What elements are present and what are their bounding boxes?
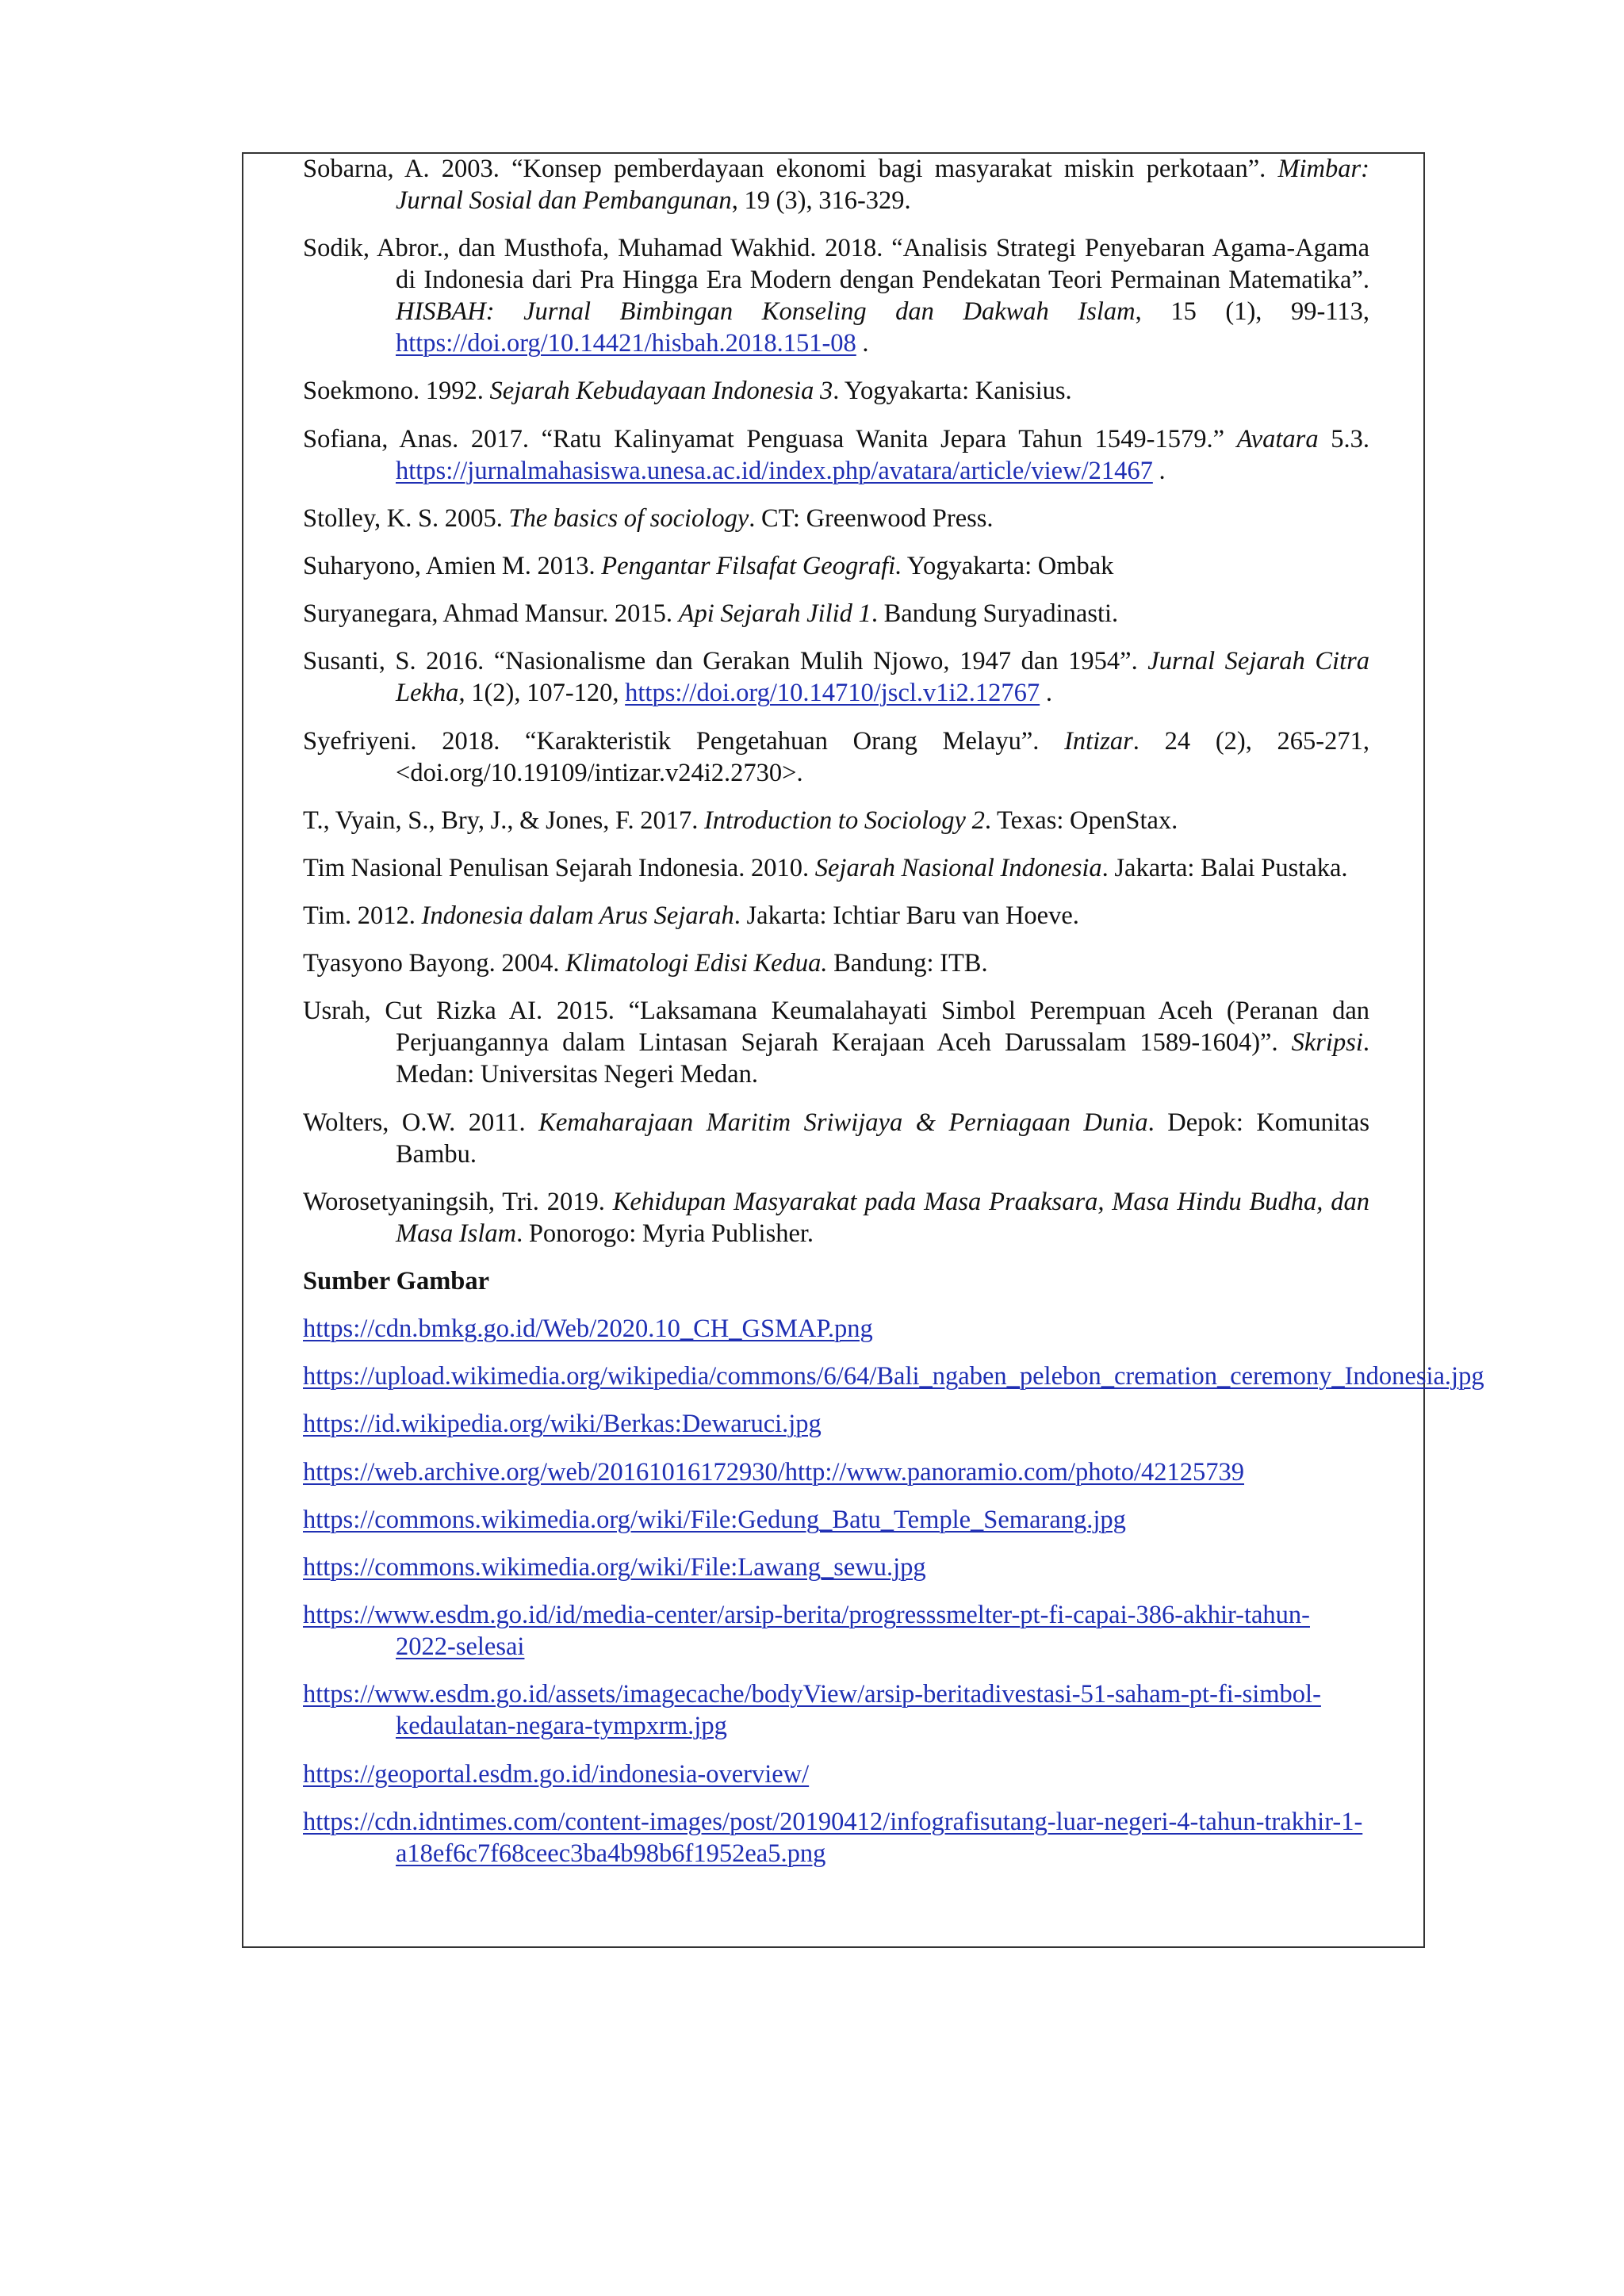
bibliography <box>303 153 1484 1885</box>
image-source-link[interactable]: https://web.archive.org/web/20161016172930/http://www.panoramio.com/photo/42125739 <box>303 1457 1245 1487</box>
image-source-link[interactable]: https://id.wikipedia.org/wiki/Berkas:Dewaruci.jpg <box>303 1410 822 1439</box>
reference-entry: Sodik, Abror., dan Musthofa, Muhamad Wakhid. 2018. “Analisis Strategi Penyebaran Agama-Agama di Indonesia dari Pra Hingga Era Modern dengan Pendekatan Teori Permainan Matematika”. HISBAH: Jurnal Bimbingan Konseling dan Dakwah Islam, 15 (1), 99-113, https://doi.org/10.14421/hisbah.2018.151-08 . <box>303 234 1369 358</box>
reference-entry: Soekmono. 1992. Sejarah Kebudayaan Indonesia 3. Yogyakarta: Kanisius. <box>303 377 1072 406</box>
reference-link[interactable]: https://doi.org/10.14710/jscl.v1i2.12767 <box>625 679 1040 708</box>
image-source-entry <box>303 1552 1369 1583</box>
image-source-entry <box>303 1360 1484 1392</box>
reference-entry: Susanti, S. 2016. “Nasionalisme dan Gerakan Mulih Njowo, 1947 dan 1954”. Jurnal Sejarah Citra Lekha, 1(2), 107-120, https://doi.org/10.14710/jscl.v1i2.12767 . <box>303 647 1369 708</box>
image-source-link[interactable]: https://www.esdm.go.id/id/media-center/arsip-berita/progresssmelter-pt-fi-capai-386-akhir-tahun-2022-selesai <box>303 1601 1310 1662</box>
reference-entry: Tim. 2012. Indonesia dalam Arus Sejarah. Jakarta: Ichtiar Baru van Hoeve. <box>303 901 1079 931</box>
image-source-entry <box>303 1806 1369 1869</box>
reference-entry: Wolters, O.W. 2011. Kemaharajaan Maritim Sriwijaya & Perniagaan Dunia. Depok: Komunitas Bambu. <box>303 1108 1370 1169</box>
reference-entry: Usrah, Cut Rizka AI. 2015. “Laksamana Keumalahayati Simbol Perempuan Aceh (Peranan dan Perjuangannya dalam Lintasan Sejarah Kerajaan Aceh Darussalam 1589-1604)”. Skripsi. Medan: Universitas Negeri Medan. <box>303 997 1369 1089</box>
image-source-entry <box>303 1408 1369 1440</box>
reference-entry: Worosetyaningsih, Tri. 2019. Kehidupan Masyarakat pada Masa Praaksara, Masa Hindu Budha, dan Masa Islam. Ponorogo: Myria Publisher. <box>303 1187 1369 1248</box>
reference-entry: Syefriyeni. 2018. “Karakteristik Pengetahuan Orang Melayu”. Intizar. 24 (2), 265-271,<doi.org/10.19109/intizar.v24i2.2730>. <box>303 726 1370 787</box>
image-source-entry <box>303 1504 1369 1536</box>
image-source-entry <box>303 1599 1369 1663</box>
reference-link[interactable]: https://jurnalmahasiswa.unesa.ac.id/index.php/avatara/article/view/21467 <box>396 456 1153 485</box>
reference-entry: Suryanegara, Ahmad Mansur. 2015. Api Sejarah Jilid 1. Bandung Suryadinasti. <box>303 599 1119 629</box>
image-source-link[interactable]: https://commons.wikimedia.org/wiki/File:Gedung_Batu_Temple_Semarang.jpg <box>303 1505 1126 1534</box>
image-sources-heading: Sumber Gambar <box>303 1267 490 1295</box>
image-source-entry <box>303 1456 1369 1488</box>
reference-entry: Tyasyono Bayong. 2004. Klimatologi Edisi Kedua. Bandung: ITB. <box>303 949 988 978</box>
image-source-link[interactable]: https://cdn.idntimes.com/content-images/post/20190412/infografisutang-luar-negeri-4-tahun-trakhir-1-a18ef6c7f68ceec3ba4b98b6f1952ea5.png <box>303 1807 1363 1868</box>
image-source-entry <box>303 1313 1369 1345</box>
image-source-entry <box>303 1678 1369 1742</box>
reference-entry: Tim Nasional Penulisan Sejarah Indonesia. 2010. Sejarah Nasional Indonesia. Jakarta: Balai Pustaka. <box>303 853 1348 882</box>
image-source-link[interactable]: https://commons.wikimedia.org/wiki/File:Lawang_sewu.jpg <box>303 1552 926 1582</box>
reference-entry: Sobarna, A. 2003. “Konsep pemberdayaan ekonomi bagi masyarakat miskin perkotaan”. Mimbar: Jurnal Sosial dan Pembangunan, 19 (3), 316-329. <box>303 155 1369 215</box>
reference-entry: Suharyono, Amien M. 2013. Pengantar Filsafat Geografi. Yogyakarta: Ombak <box>303 551 1114 580</box>
reference-entry: Stolley, K. S. 2005. The basics of sociology. CT: Greenwood Press. <box>303 503 994 533</box>
image-source-link[interactable]: https://cdn.bmkg.go.id/Web/2020.10_CH_GSMAP.png <box>303 1314 873 1343</box>
image-source-link[interactable]: https://geoportal.esdm.go.id/indonesia-overview/ <box>303 1759 810 1789</box>
reference-link[interactable]: https://doi.org/10.14421/hisbah.2018.151-08 <box>396 329 856 358</box>
reference-entry: T., Vyain, S., Bry, J., & Jones, F. 2017. Introduction to Sociology 2. Texas: OpenStax. <box>303 806 1178 835</box>
image-source-link[interactable]: https://upload.wikimedia.org/wikipedia/commons/6/64/Bali_ngaben_pelebon_cremation_ceremony_Indonesia.jpg <box>303 1362 1484 1391</box>
image-source-link[interactable]: https://www.esdm.go.id/assets/imagecache/bodyView/arsip-beritadivestasi-51-saham-pt-fi-simbol-kedaulatan-negara-tympxrm.jpg <box>303 1680 1321 1741</box>
reference-entry: Sofiana, Anas. 2017. “Ratu Kalinyamat Penguasa Wanita Jepara Tahun 1549-1579.” Avatara 5.3. https://jurnalmahasiswa.unesa.ac.id/index.php/avatara/article/view/21467 . <box>303 424 1369 485</box>
image-source-entry <box>303 1758 1369 1790</box>
